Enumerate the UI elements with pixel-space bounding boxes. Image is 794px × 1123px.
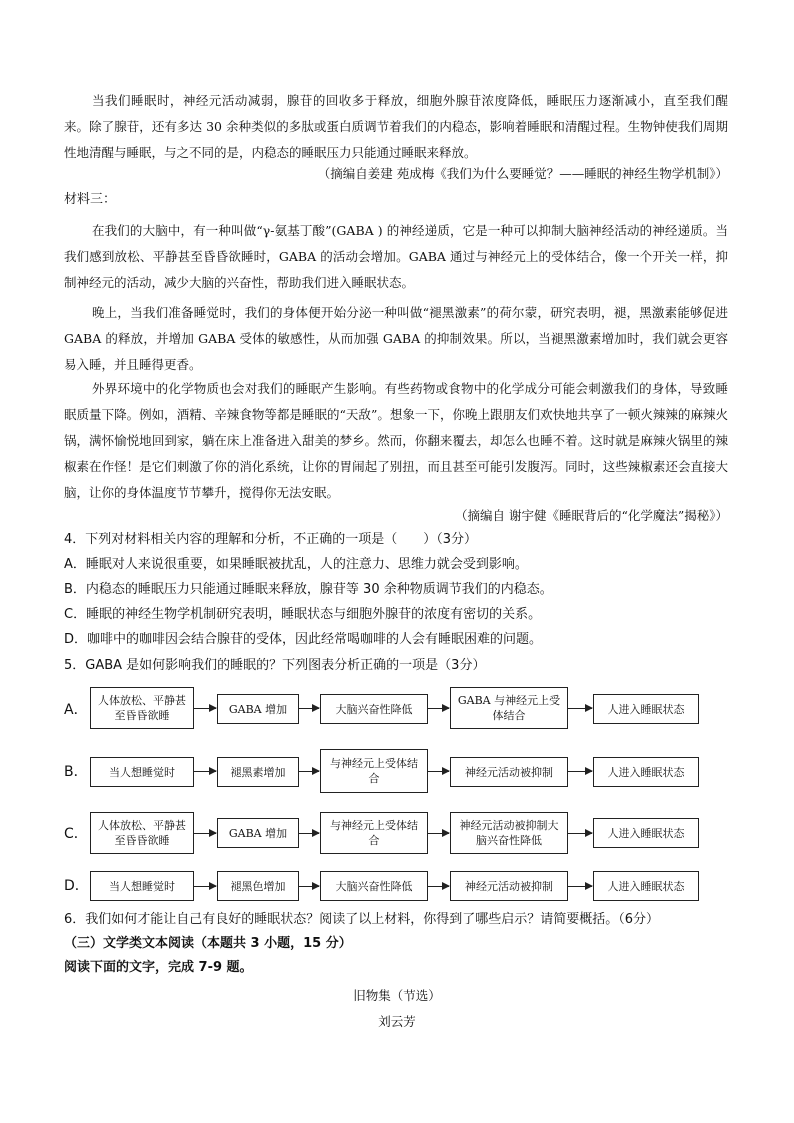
q5-d-step-5: 人进入睡眠状态: [593, 871, 699, 901]
q5-d-arrow-4: [568, 886, 592, 887]
q5-stem: 5．GABA 是如何影响我们的睡眠的？下列图表分析正确的一项是（3分）: [64, 658, 486, 673]
q5-c-step-5: 人进入睡眠状态: [593, 818, 699, 848]
q5-a-arrow-4: [568, 708, 592, 709]
q6-stem: 6．我们如何才能让自己有良好的睡眠状态？阅读了以上材料，你得到了哪些启示？请简要概括。（6分）: [64, 912, 660, 927]
q5-b-step-5: 人进入睡眠状态: [593, 757, 699, 787]
q5-d-arrow-1: [194, 886, 216, 887]
q5-b-arrow-3: [428, 771, 449, 772]
q5-b-step-2: 褪黑素增加: [217, 757, 299, 787]
q5-a-step-4: GABA 与神经元上受体结合: [450, 687, 568, 729]
q5-a-step-3: 大脑兴奋性降低: [320, 694, 428, 724]
q5-b-arrow-1: [194, 771, 216, 772]
q5-d-step-3: 大脑兴奋性降低: [320, 871, 428, 901]
q5-b-arrow-2: [299, 771, 319, 772]
q5-c-arrow-1: [194, 833, 216, 834]
q5-b-arrow-4: [568, 771, 592, 772]
material3-paragraph-3: 外界环境中的化学物质也会对我们的睡眠产生影响。有些药物或食物中的化学成分可能会刺激我们的身体，导致睡眠质量下降。例如，酒精、辛辣食物等都是睡眠的“天敌”。想象一下，你晚上跟朋友们欢快地共享了一顿火辣辣的麻辣火锅，满怀愉悦地回到家，躺在床上准备进入甜美的梦乡。然而，你翻来覆去，却怎么也睡不着。这时就是麻辣火锅里的辣椒素在作怪！是它们刺激了你的消化系统，让你的胃闹起了别扭，而且甚至可能引发腹泻。同时，这些辣椒素还会直接大脑，让你的身体温度节节攀升，搅得你无法安眠。: [64, 381, 728, 500]
q5-c-arrow-2: [299, 833, 319, 834]
q5-a-step-2: GABA 增加: [217, 694, 299, 724]
material3-source: （摘编自 谢宇健《睡眠背后的“化学魔法”揭秘》）: [454, 508, 728, 523]
q5-a-step-5: 人进入睡眠状态: [593, 694, 699, 724]
q5-d-arrow-2: [299, 886, 319, 887]
material3-paragraph-2: 晚上，当我们准备睡觉时，我们的身体便开始分泌一种叫做“褪黑激素”的荷尔蒙，研究表明，褪，黑激素能够促进 GABA 的释放，并增加 GABA 受体的敏感性，从而加强 GABA 的抑制效果。所以，当褪黑激素增加时，我们就会更容易入睡，并且睡得更香。: [64, 305, 728, 372]
q5-option-c-label: C．: [64, 826, 88, 842]
q5-b-step-4: 神经元活动被抑制: [450, 757, 568, 787]
q5-c-arrow-4: [568, 833, 592, 834]
q4-option-a: A．睡眠对人来说很重要，如果睡眠被扰乱，人的注意力、思维力就会受到影响。: [64, 557, 528, 572]
q5-a-arrow-3: [428, 708, 449, 709]
q5-d-arrow-3: [428, 886, 449, 887]
story-title: 旧物集（节选）: [353, 988, 441, 1003]
q5-d-step-2: 褪黑色增加: [217, 871, 299, 901]
q5-d-step-4: 神经元活动被抑制: [450, 871, 568, 901]
q5-a-arrow-1: [194, 708, 216, 709]
q5-b-step-1: 当人想睡觉时: [90, 757, 194, 787]
q5-option-b-label: B．: [64, 764, 88, 780]
q5-a-step-1: 人体放松、平静甚至昏昏欲睡: [90, 687, 194, 729]
story-author: 刘云芳: [378, 1014, 416, 1029]
q4-option-b: B．内稳态的睡眠压力只能通过睡眠来释放，腺苷等 30 余种物质调节我们的内稳态。: [64, 582, 553, 597]
section3-heading: （三）文学类文本阅读（本题共 3 小题，15 分）: [64, 936, 352, 951]
material2-paragraph: 当我们睡眠时，神经元活动减弱，腺苷的回收多于释放，细胞外腺苷浓度降低，睡眠压力逐渐减小，直至我们醒来。除了腺苷，还有多达 30 余种类似的多肽或蛋白质调节着我们的内稳态，影响着睡眠和清醒过程。生物钟使我们周期性地清醒与睡眠，与之不同的是，内稳态的睡眠压力只能通过睡眠来释放。: [64, 93, 728, 160]
section3-instruction: 阅读下面的文字，完成 7-9 题。: [64, 960, 253, 975]
material3-heading: 材料三：: [64, 192, 117, 207]
q5-c-step-2: GABA 增加: [217, 818, 299, 848]
q4-option-c: C．睡眠的神经生物学机制研究表明，睡眠状态与细胞外腺苷的浓度有密切的关系。: [64, 607, 542, 622]
q5-option-d-label: D．: [64, 878, 89, 894]
q5-c-step-4: 神经元活动被抑制大脑兴奋性降低: [450, 812, 568, 854]
q5-b-step-3: 与神经元上受体结合: [320, 749, 428, 793]
q5-c-step-1: 人体放松、平静甚至昏昏欲睡: [90, 812, 194, 854]
q5-d-step-1: 当人想睡觉时: [90, 871, 194, 901]
q4-stem: 4．下列对材料相关内容的理解和分析，不正确的一项是（ ）（3分）: [64, 532, 478, 547]
material2-source: （摘编自姜建 苑成梅《我们为什么要睡觉？——睡眠的神经生物学机制》）: [317, 166, 728, 181]
q5-c-step-3: 与神经元上受体结合: [320, 812, 428, 854]
q4-option-d: D．咖啡中的咖啡因会结合腺苷的受体，因此经常喝咖啡的人会有睡眠困难的问题。: [64, 632, 543, 647]
q5-c-arrow-3: [428, 833, 449, 834]
q5-a-arrow-2: [299, 708, 319, 709]
material3-paragraph-1: 在我们的大脑中，有一种叫做“γ-氨基丁酸”(GABA ) 的神经递质，它是一种可以抑制大脑神经活动的神经递质。当我们感到放松、平静甚至昏昏欲睡时，GABA 的活动会增加。GABA 通过与神经元上的受体结合，像一个开关一样，抑制神经元的活动，减少大脑的兴奋性，帮助我们进入睡眠状态。: [64, 223, 728, 290]
q5-option-a-label: A．: [64, 702, 88, 718]
